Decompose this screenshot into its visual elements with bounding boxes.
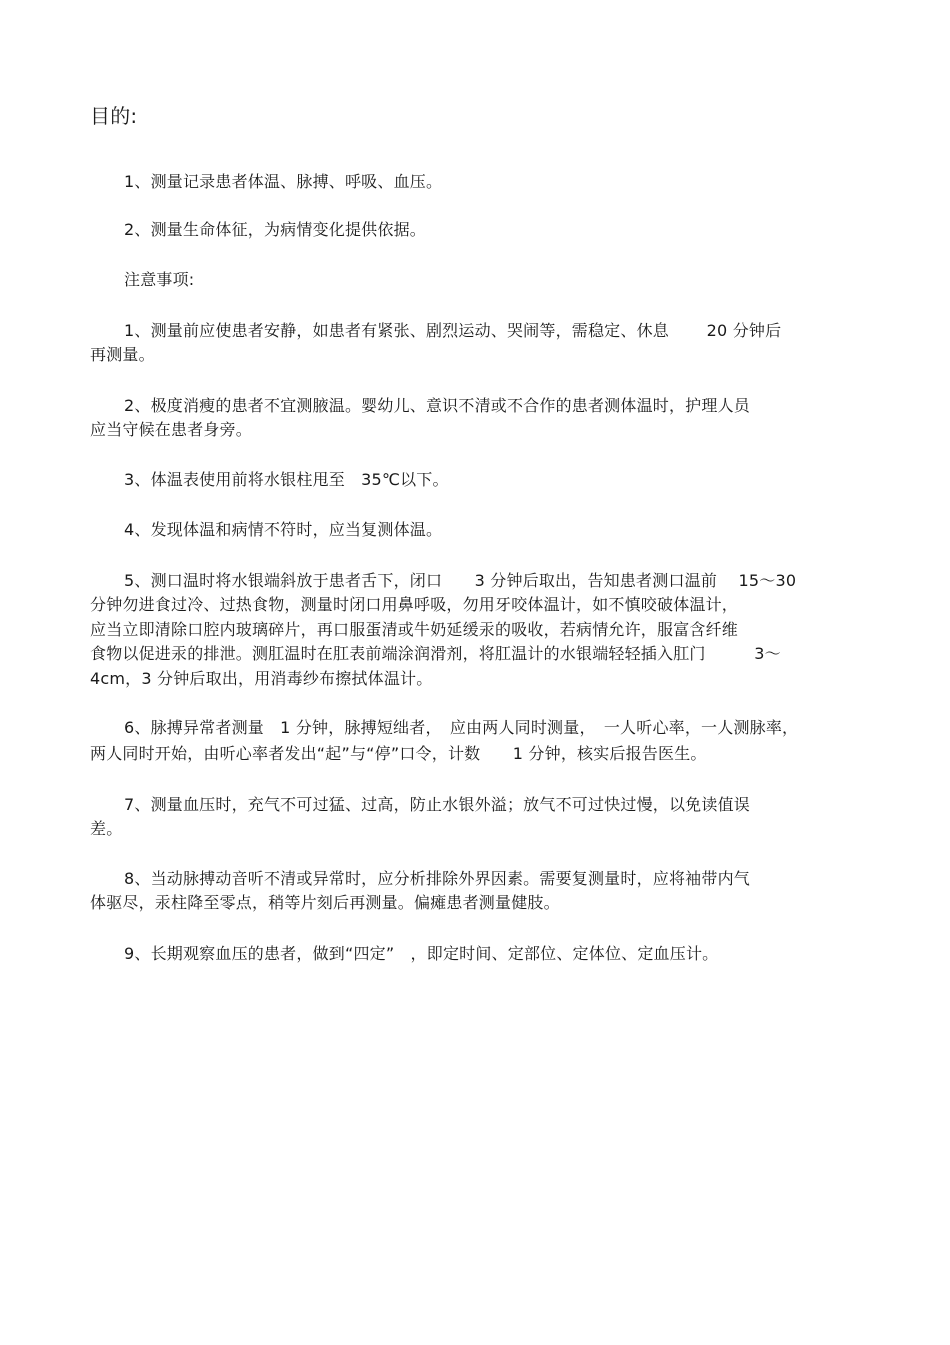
note-3-line-1: 3、体温表使用前将水银柱甩至 35℃以下。 (124, 470, 449, 489)
note-5-line-4: 食物以促进汞的排泄。测肛温时在肛表前端涂润滑剂，将肛温计的水银端轻轻插入肛门 3～ (90, 644, 781, 663)
note-7-line-1: 7、测量血压时，充气不可过猛、过高，防止水银外溢；放气不可过快过慢，以免读值误 (124, 795, 750, 814)
purpose-item-2: 2、测量生命体征，为病情变化提供依据。 (124, 220, 426, 239)
notes-heading: 注意事项: (124, 270, 195, 289)
page-title: 目的: (90, 104, 138, 128)
note-4-line-1: 4、发现体温和病情不符时，应当复测体温。 (124, 520, 443, 539)
note-2-line-2: 应当守候在患者身旁。 (90, 420, 253, 439)
note-1-line-2: 再测量。 (90, 345, 155, 364)
note-6-line-2: 两人同时开始，由听心率者发出“起”与“停”口令，计数 1 分钟，核实后报告医生。 (90, 744, 707, 763)
note-5-line-1: 5、测口温时将水银端斜放于患者舌下，闭口 3 分钟后取出，告知患者测口温前 15～30 (124, 571, 797, 590)
purpose-item-1: 1、测量记录患者体温、脉搏、呼吸、血压。 (124, 172, 443, 191)
note-1-line-1: 1、测量前应使患者安静，如患者有紧张、剧烈运动、哭闹等，需稳定、休息 20 分钟后 (124, 321, 782, 340)
note-8-line-1: 8、当动脉搏动音听不清或异常时，应分析排除外界因素。需要复测量时，应将袖带内气 (124, 869, 750, 888)
note-8-line-2: 体驱尽，汞柱降至零点，稍等片刻后再测量。偏瘫患者测量健肢。 (90, 893, 560, 912)
note-5-line-2: 分钟勿进食过冷、过热食物，测量时闭口用鼻呼吸，勿用牙咬体温计，如不慎咬破体温计， (90, 595, 739, 614)
note-5-line-5: 4cm，3 分钟后取出，用消毒纱布擦拭体温计。 (90, 669, 433, 688)
note-7-line-2: 差。 (90, 819, 123, 838)
note-2-line-1: 2、极度消瘦的患者不宜测腋温。婴幼儿、意识不清或不合作的患者测体温时，护理人员 (124, 396, 750, 415)
note-6-line-1: 6、脉搏异常者测量 1 分钟，脉搏短绌者， 应由两人同时测量， 一人听心率，一人测脉率， (124, 718, 799, 737)
note-5-line-3: 应当立即清除口腔内玻璃碎片，再口服蛋清或牛奶延缓汞的吸收，若病情允许，服富含纤维 (90, 620, 739, 639)
note-9-line-1: 9、长期观察血压的患者，做到“四定” ，即定时间、定部位、定体位、定血压计。 (124, 944, 719, 963)
